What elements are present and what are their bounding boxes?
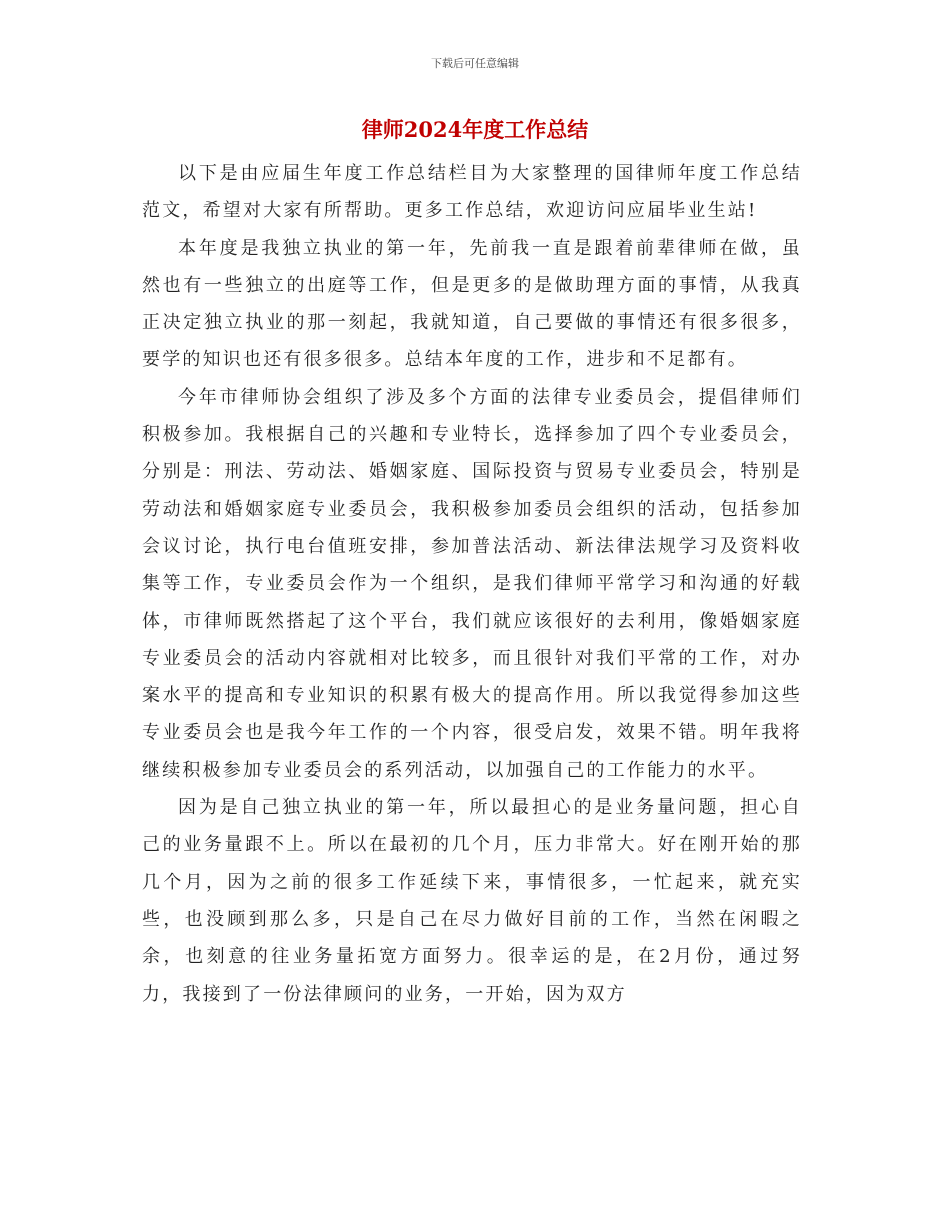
paragraph-workload: 因为是自己独立执业的第一年，所以最担心的是业务量问题，担心自己的业务量跟不上。所以在最初的几个月，压力非常大。好在刚开始的那几个月，因为之前的很多工作延续下来，事情很多，一忙起来，就充实些，也没顾到那么多，只是自己在尽力做好目前的工作，当然在闲暇之余，也刻意的往业务量拓宽方面努力。很幸运的是，在2月份，通过努力，我接到了一份法律顾问的业务，一开始，因为双方 (142, 797, 802, 1005)
document-body (142, 155, 802, 1013)
paragraph-first-year: 本年度是我独立执业的第一年，先前我一直是跟着前辈律师在做，虽然也有一些独立的出庭等工作，但是更多的是做助理方面的事情，从我真正决定独立执业的那一刻起，我就知道，自己要做的事情还有很多很多，要学的知识也还有很多很多。总结本年度的工作，进步和不足都有。 (142, 237, 802, 371)
document-title: 律师2024年度工作总结 (361, 117, 589, 142)
paragraph-committees: 今年市律师协会组织了涉及多个方面的法律专业委员会，提倡律师们积极参加。我根据自己的兴趣和专业特长，选择参加了四个专业委员会，分别是：刑法、劳动法、婚姻家庭、国际投资与贸易专业委员会，特别是劳动法和婚姻家庭专业委员会，我积极参加委员会组织的活动，包括参加会议讨论，执行电台值班安排，参加普法活动、新法律法规学习及资料收集等工作，专业委员会作为一个组织，是我们律师平常学习和沟通的好载体，市律师既然搭起了这个平台，我们就应该很好的去利用，像婚姻家庭专业委员会的活动内容就相对比较多，而且很针对我们平常的工作，对办案水平的提高和专业知识的积累有极大的提高作用。所以我觉得参加这些专业委员会也是我今年工作的一个内容，很受启发，效果不错。明年我将继续积极参加专业委员会的系列活动，以加强自己的工作能力的水平。 (142, 386, 802, 781)
header-note: 下载后可任意编辑 (431, 57, 519, 70)
paragraph-intro: 以下是由应届生年度工作总结栏目为大家整理的国律师年度工作总结范文，希望对大家有所帮助。更多工作总结，欢迎访问应届毕业生站! (142, 163, 802, 222)
